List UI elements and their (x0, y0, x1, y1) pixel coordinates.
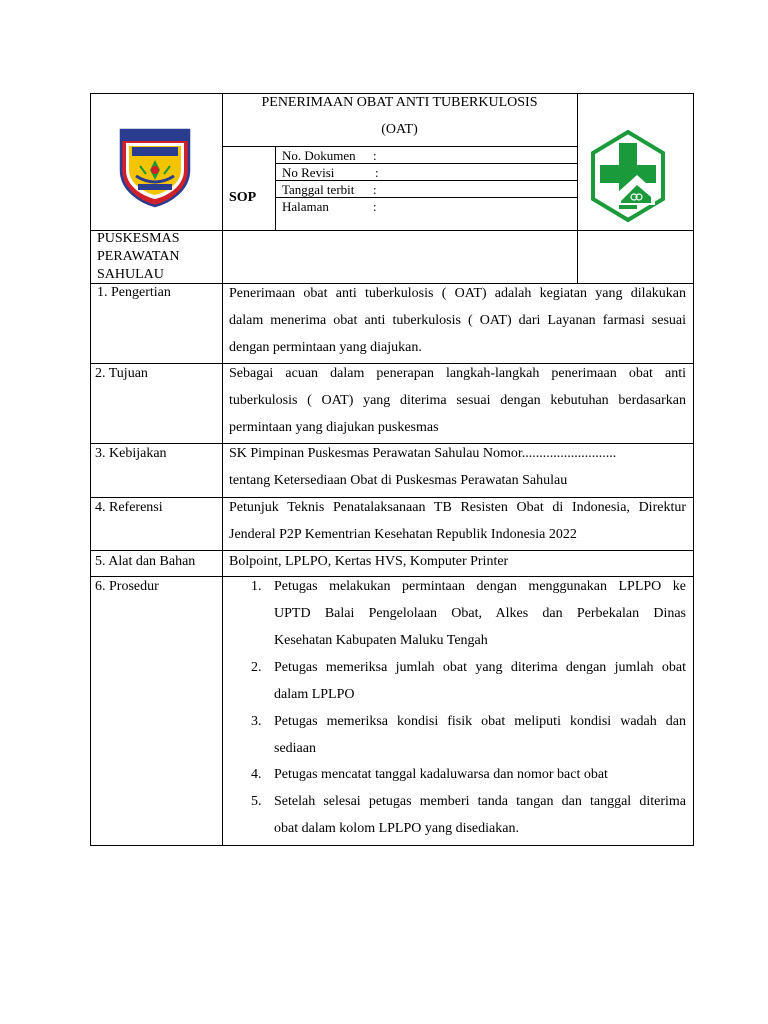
content-line: permintaan yang diajukan puskesmas (229, 420, 439, 435)
step-line: Petugas memeriksa jumlah obat yang diterima dengan jumlah obat (274, 660, 686, 675)
content-line: Petunjuk Teknis Penatalaksanaan TB Resisten Obat di Indonesia, Direktur (229, 500, 686, 515)
step-number: 3. (251, 714, 262, 729)
step-line: sediaan (274, 741, 316, 756)
field-no-revisi-label: No Revisi (282, 165, 335, 180)
section-label-prosedur: 6. Prosedur (95, 579, 159, 594)
puskesmas-logo (589, 129, 667, 223)
field-no-dokumen-sep: : (373, 148, 377, 163)
step-line: Petugas mencatat tanggal kadaluwarsa dan nomor bact obat (274, 767, 608, 782)
field-halaman-label: Halaman (282, 199, 329, 214)
field-halaman-sep: : (373, 199, 377, 214)
field-no-dokumen-label: No. Dokumen (282, 148, 356, 163)
content-line: tentang Ketersediaan Obat di Puskesmas Perawatan Sahulau (229, 473, 568, 488)
org-line-3: SAHULAU (97, 267, 164, 282)
document-title: PENERIMAAN OBAT ANTI TUBERKULOSIS (261, 95, 538, 110)
content-line: tuberkulosis ( OAT) yang diterima sesuai dengan kebutuhan berdasarkan (229, 393, 686, 408)
health-cross-icon (589, 129, 667, 223)
step-line: UPTD Balai Pengelolaan Obat, Alkes dan Perbekalan Dinas (274, 606, 686, 621)
content-line: Sebagai acuan dalam penerapan langkah-langkah penerimaan obat anti (229, 366, 686, 381)
regency-shield-logo (118, 126, 192, 208)
sop-label: SOP (229, 190, 257, 205)
step-number: 4. (251, 767, 262, 782)
field-no-revisi-sep: : (375, 165, 379, 180)
step-line: Setelah selesai petugas memberi tanda tangan dan tanggal diterima (274, 794, 686, 809)
section-content-alat-bahan: Bolpoint, LPLPO, Kertas HVS, Komputer Printer (229, 554, 509, 569)
content-line: SK Pimpinan Puskesmas Perawatan Sahulau Nomor........................... (229, 446, 617, 461)
content-line: Penerimaan obat anti tuberkulosis ( OAT) adalah kegiatan yang dilakukan (229, 286, 686, 301)
step-line: Petugas melakukan permintaan dengan menggunakan LPLPO ke (274, 579, 686, 594)
step-number: 5. (251, 794, 262, 809)
org-line-1: PUSKESMAS (97, 231, 180, 246)
step-number: 1. (251, 579, 262, 594)
content-line: dengan permintaan yang diajukan. (229, 340, 422, 355)
step-line: Kesehatan Kabupaten Maluku Tengah (274, 633, 488, 648)
step-line: Petugas memeriksa kondisi fisik obat meliputi kondisi wadah dan (274, 714, 686, 729)
content-line: Jenderal P2P Kementrian Kesehatan Republik Indonesia 2022 (229, 527, 577, 542)
step-line: obat dalam kolom LPLPO yang disediakan. (274, 821, 519, 836)
document-title-abbrev: (OAT) (381, 122, 418, 137)
section-label-pengertian: 1. Pengertian (97, 285, 171, 300)
field-tanggal-terbit-sep: : (373, 182, 377, 197)
shield-icon (118, 126, 192, 208)
section-label-kebijakan: 3. Kebijakan (95, 446, 167, 461)
org-line-2: PERAWATAN (97, 249, 180, 264)
step-line: dalam LPLPO (274, 687, 355, 702)
content-line: dalam menerima obat anti tuberkulosis ( OAT) dari Layanan farmasi sesuai (229, 313, 686, 328)
section-label-alat-bahan: 5. Alat dan Bahan (95, 554, 196, 569)
field-tanggal-terbit-label: Tanggal terbit (282, 182, 355, 197)
section-label-referensi: 4. Referensi (95, 500, 163, 515)
section-label-tujuan: 2. Tujuan (95, 366, 148, 381)
step-number: 2. (251, 660, 262, 675)
